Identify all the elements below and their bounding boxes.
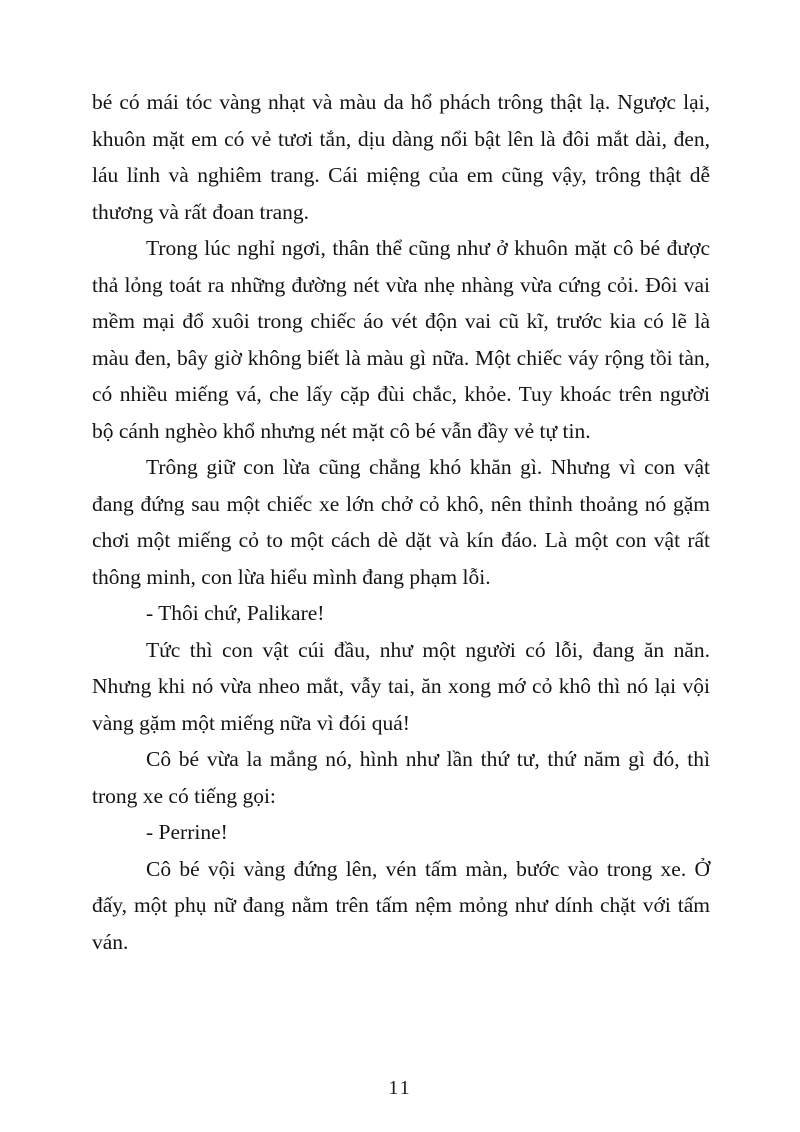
paragraph: bé có mái tóc vàng nhạt và màu da hổ phách trông thật lạ. Ngược lại, khuôn mặt em có vẻ tươi tắn, dịu dàng nổi bật lên là đôi mắt dài, đen, láu lỉnh và nghiêm trang. Cái miệng của em cũng vậy, trông thật dễ thương và rất đoan trang. — [92, 90, 710, 224]
paragraph: Cô bé vừa la mắng nó, hình như lần thứ tư, thứ năm gì đó, thì trong xe có tiếng gọi: — [92, 747, 710, 808]
dialogue-line: - Perrine! — [146, 820, 228, 844]
page-footer — [0, 1077, 800, 1100]
dialogue-line: - Thôi chứ, Palikare! — [146, 601, 325, 625]
paragraph: Trong lúc nghỉ ngơi, thân thể cũng như ở khuôn mặt cô bé được thả lỏng toát ra những đường nét vừa nhẹ nhàng vừa cứng cỏi. Đôi vai mềm mại đổ xuôi trong chiếc áo vét độn vai cũ kĩ, trước kia có lẽ là màu đen, bây giờ không biết là màu gì nữa. Một chiếc váy rộng tồi tàn, có nhiều miếng vá, che lấy cặp đùi chắc, khỏe. Tuy khoác trên người bộ cánh nghèo khổ nhưng nét mặt cô bé vẫn đầy vẻ tự tin. — [92, 236, 710, 443]
paragraph: Cô bé vội vàng đứng lên, vén tấm màn, bước vào trong xe. Ở đấy, một phụ nữ đang nằm trên tấm nệm mỏng như dính chặt với tấm ván. — [92, 856, 710, 954]
paragraph: Tức thì con vật cúi đầu, như một người có lỗi, đang ăn năn. Nhưng khi nó vừa nheo mắt, vẫy tai, ăn xong mớ cỏ khô thì nó lại vội vàng gặm một miếng nữa vì đói quá! — [92, 637, 710, 735]
page-text-block — [92, 84, 710, 960]
page-number: 11 — [388, 1077, 412, 1099]
paragraph: Trông giữ con lừa cũng chẳng khó khăn gì. Nhưng vì con vật đang đứng sau một chiếc xe lớn chở cỏ khô, nên thỉnh thoảng nó gặm chơi một miếng cỏ to một cách dè dặt và kín đáo. Là một con vật rất thông minh, con lừa hiểu mình đang phạm lỗi. — [92, 455, 710, 589]
